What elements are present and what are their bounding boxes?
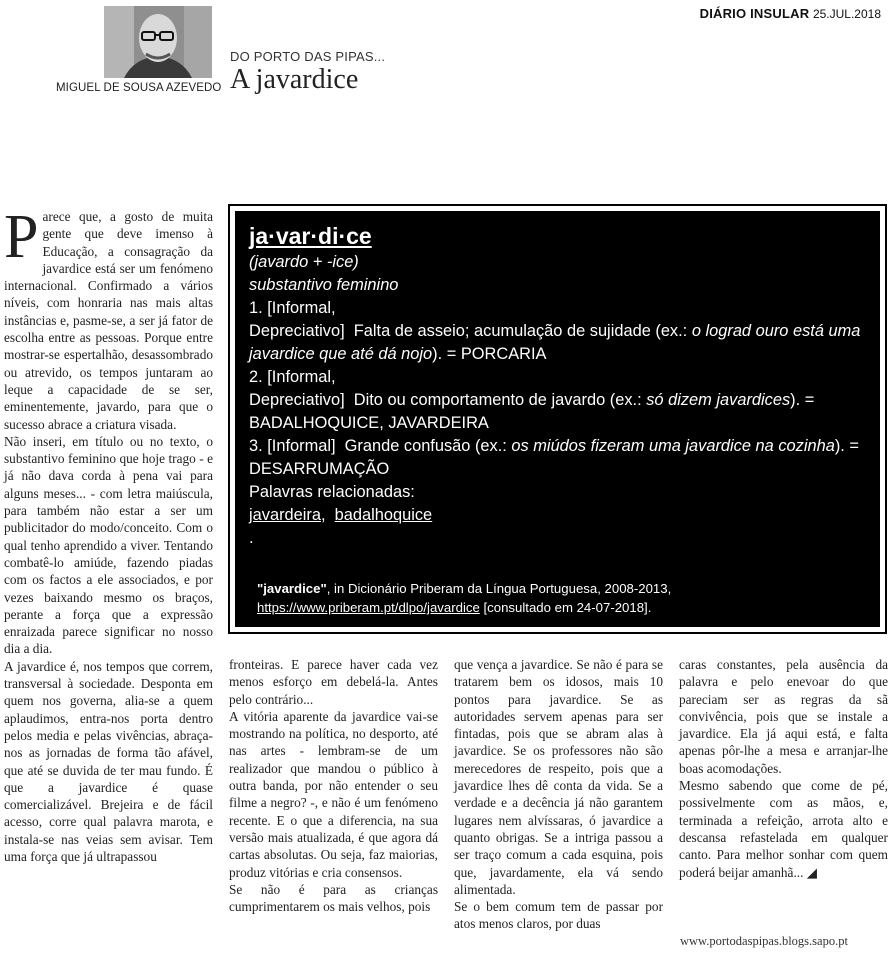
sense-3-example: os miúdos fizeram uma javardice na cozinha bbox=[511, 437, 835, 455]
sense-1-label: Depreciativo] bbox=[249, 322, 345, 340]
masthead bbox=[700, 6, 881, 21]
paragraph: Se não é para as crianças cumprimentarem os mais velhos, pois bbox=[229, 881, 438, 915]
citation-term: "javardice" bbox=[257, 581, 327, 596]
author-portrait-icon bbox=[104, 6, 212, 78]
paragraph: A javardice é, nos tempos que correm, transversal à sociedade. Desponta em quem nos governa, alia-se a quem aplaudimos, entra-nos porta dentro pelos media e pelas vivências, abraça-nos as jornadas de forma tão afável, que até se duvida de ter mau fundo. É que a javardice é quase comercializável. Brejeira e de fácil acesso, corre qual palavra marota, e instala-se nas veias sem avisar. Tem uma força que já ultrapassou bbox=[4, 658, 213, 864]
paragraph: que vença a javardice. Se não é para se tratarem bem os idosos, mais 10 pontos para javardice. Se as autoridades servem apenas para ser fintadas, pois que se abram alas à javardice. Se os professores não são merecedores de respeito, pois que a javardice lhes dê conta da vida. Se a verdade e a decência já não garantem lugares nem alvíssaras, ó javardice a quanto obrigas. Se a intriga passou a ser traço comum a cada esquina, pois que, javardamente, ela vá sendo alimentada. bbox=[454, 657, 663, 897]
column-kicker: DO PORTO DAS PIPAS... bbox=[230, 49, 386, 64]
definition-part-of-speech: substantivo feminino bbox=[249, 276, 399, 294]
sense-3-synonym: ). = DESARRUMAÇÃO bbox=[249, 437, 859, 478]
blog-url[interactable]: www.portodaspipas.blogs.sapo.pt bbox=[680, 934, 848, 948]
citation-consulted: [consultado em 24-07-2018]. bbox=[483, 600, 652, 615]
definition-dot: . bbox=[249, 529, 254, 547]
author-name: MIGUEL DE SOUSA AZEVEDO bbox=[56, 82, 222, 94]
sense-1-example: o lograd ouro está uma javardice que até dá nojo bbox=[249, 322, 861, 363]
paragraph: A vitória aparente da javardice vai-se mostrando na política, no desporto, até nas artes - lembram-se de um realizador que mandou o público à outra banda, por não entender o seu filme a negro? -, e não é um fenómeno recente. E o que a diferencia, na sua versão mais atualizada, é que agora dá cartas absolutas. Ou seja, faz maiorias, produz vitórias e cria consensos. bbox=[229, 708, 438, 880]
sense-2 bbox=[249, 389, 866, 435]
related-words-label: Palavras relacionadas: bbox=[249, 483, 415, 501]
newspaper-name: DIÁRIO INSULAR bbox=[699, 6, 810, 21]
citation-source: , in Dicionário Priberam da Língua Portuguesa, 2008-2013, bbox=[326, 581, 672, 596]
drop-cap: P bbox=[4, 203, 39, 271]
sense-2-example: só dizem javardices bbox=[646, 391, 791, 409]
sense-1-header: 1. [Informal, bbox=[249, 299, 336, 317]
definition-panel bbox=[235, 211, 880, 627]
paragraph: Se o bem comum tem de passar por atos menos claros, por duas bbox=[454, 899, 663, 932]
definition-etymology: (javardo + -ice) bbox=[249, 253, 359, 271]
paragraph: caras constantes, pela ausência da palavra e pelo enevoar do que pareciam ser as regras da sã convivência, pois que se instale a javardice. Ela já aqui está, e falta apenas pôr-lhe a mesa e arranjar-lhe boas acomodações. bbox=[679, 657, 888, 776]
paragraph: arece que, a gosto de muita gente que deve imenso à Educação, a consagração da javardice está ser um fenómeno internacional. Confirmado a vários níveis, com honraria nas mais altas instâncias e, pasme-se, a ser já fator de escolha entre as pessoas. Porque entre mostrar-se espertalhão, desassombrado ou atrevido, os tempos juntaram ao leque a capacidade de se ser, eminentemente, javardo, para que o sucesso abrace a criatura visada. bbox=[4, 209, 213, 432]
sense-2-synonym: ). = BADALHOQUICE, JAVARDEIRA bbox=[249, 391, 815, 432]
dictionary-definition-box bbox=[228, 204, 887, 634]
text-column-1 bbox=[4, 203, 213, 865]
paragraph: fronteiras. E parece haver cada vez menos esforço em debelá-la. Antes pelo contrário... bbox=[229, 657, 438, 707]
publication-date: 25.JUL.2018 bbox=[812, 7, 881, 21]
sense-1-synonym: ). = PORCARIA bbox=[432, 345, 547, 363]
paragraph-text: Mesmo sabendo que come de pé, possivelmente com as mãos, e, terminada a refeição, arrota alto e descansa refastelada em qualquer canto. Para melhor sonhar com quem poderá beijar amanhã... bbox=[679, 778, 888, 880]
dictionary-citation bbox=[257, 579, 880, 617]
sense-2-label: Depreciativo] bbox=[249, 391, 345, 409]
definition-term: ja·var·di·ce bbox=[249, 223, 372, 249]
text-column-4 bbox=[679, 656, 888, 881]
sense-3 bbox=[249, 435, 866, 481]
related-words: javardeira, badalhoquice bbox=[249, 506, 433, 524]
text-column-3 bbox=[454, 656, 663, 933]
sense-1 bbox=[249, 320, 866, 366]
sense-1-text: Falta de asseio; acumulação de sujidade (ex.: bbox=[353, 322, 688, 340]
sense-2-header: 2. [Informal, bbox=[249, 368, 336, 386]
related-word-link[interactable]: badalhoquice bbox=[334, 506, 433, 524]
citation-url-link[interactable]: https://www.priberam.pt/dlpo/javardice bbox=[257, 600, 480, 615]
end-mark-icon: ◢ bbox=[806, 864, 817, 880]
sense-3-label: 3. [Informal] bbox=[249, 437, 336, 455]
sense-2-text: Dito ou comportamento de javardo (ex.: bbox=[353, 391, 642, 409]
sense-3-text: Grande confusão (ex.: bbox=[344, 437, 507, 455]
article-title: A javardice bbox=[230, 64, 359, 95]
paragraph bbox=[679, 777, 888, 881]
related-word-link[interactable]: javardeira bbox=[249, 506, 321, 524]
author-photo bbox=[104, 6, 212, 78]
text-column-2 bbox=[229, 656, 438, 915]
paragraph: Não inseri, em título ou no texto, o substantivo feminino que hoje trago - e já não dava corda à pena vai para alguns meses... - com letra maiúscula, para também não estar a ser um publicitador do modo/conceito. Com o qual tenho aprendido a viver. Tentando combatê-lo amiúde, fazendo piadas com os factos a ele associados, e por vezes baixando mesmo os braços, perante a força que a expressão enraizada parece significar no nosso dia a dia. bbox=[4, 433, 213, 657]
